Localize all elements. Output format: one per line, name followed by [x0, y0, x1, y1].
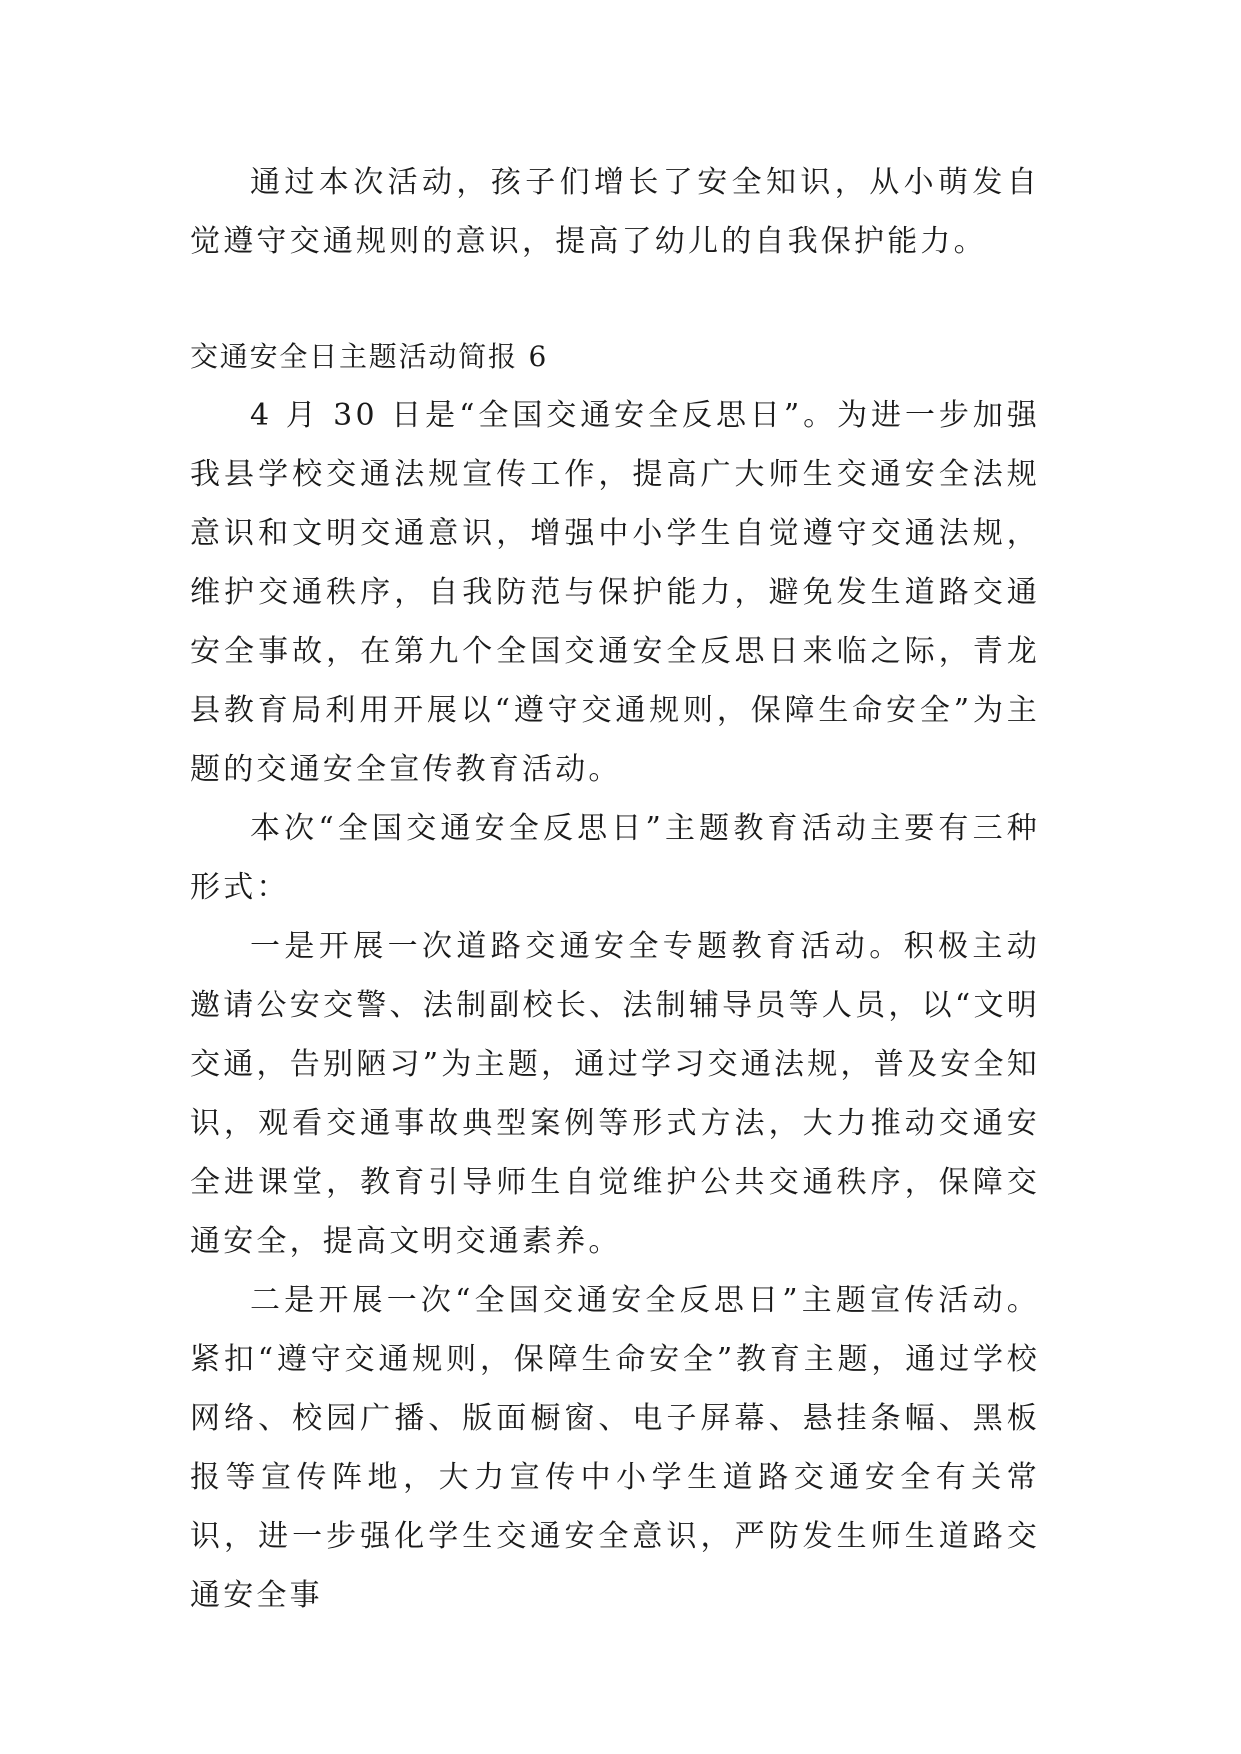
- paragraph-date-intro: 4 月 30 日是“全国交通安全反思日”。为进一步加强我县学校交通法规宣传工作，提高广大师生交通安全法规意识和文明交通意识，增强中小学生自觉遵守交通法规，维护交通秩序，自我防范与保护能力，避免发生道路交通安全事故，在第九个全国交通安全反思日来临之际，青龙县教育局利用开展以“遵守交通规则，保障生命安全”为主题的交通安全宣传教育活动。: [190, 398, 1040, 787]
- section-heading: 交通安全日主题活动简报 6: [190, 340, 549, 373]
- section-heading-block: [190, 335, 1040, 379]
- paragraph-form-one: 一是开展一次道路交通安全专题教育活动。积极主动邀请公安交警、法制副校长、法制辅导员等人员，以“文明交通，告别陋习”为主题，通过学习交通法规，普及安全知识，观看交通事故典型案例等形式方法，大力推动交通安全进课堂，教育引导师生自觉维护公共交通秩序，保障交通安全，提高文明交通素养。: [190, 929, 1040, 1259]
- main-content: [190, 386, 1040, 1625]
- paragraph-form-two: 二是开展一次“全国交通安全反思日”主题宣传活动。紧扣“遵守交通规则，保障生命安全”教育主题，通过学校网络、校园广播、版面橱窗、电子屏幕、悬挂条幅、黑板报等宣传阵地，大力宣传中小学生道路交通安全有关常识，进一步强化学生交通安全意识，严防发生师生道路交通安全事: [190, 1283, 1040, 1613]
- intro-section: [190, 153, 1040, 271]
- paragraph-forms-intro: 本次“全国交通安全反思日”主题教育活动主要有三种形式：: [190, 811, 1040, 905]
- intro-paragraph: 通过本次活动，孩子们增长了安全知识，从小萌发自觉遵守交通规则的意识，提高了幼儿的自我保护能力。: [190, 165, 1040, 259]
